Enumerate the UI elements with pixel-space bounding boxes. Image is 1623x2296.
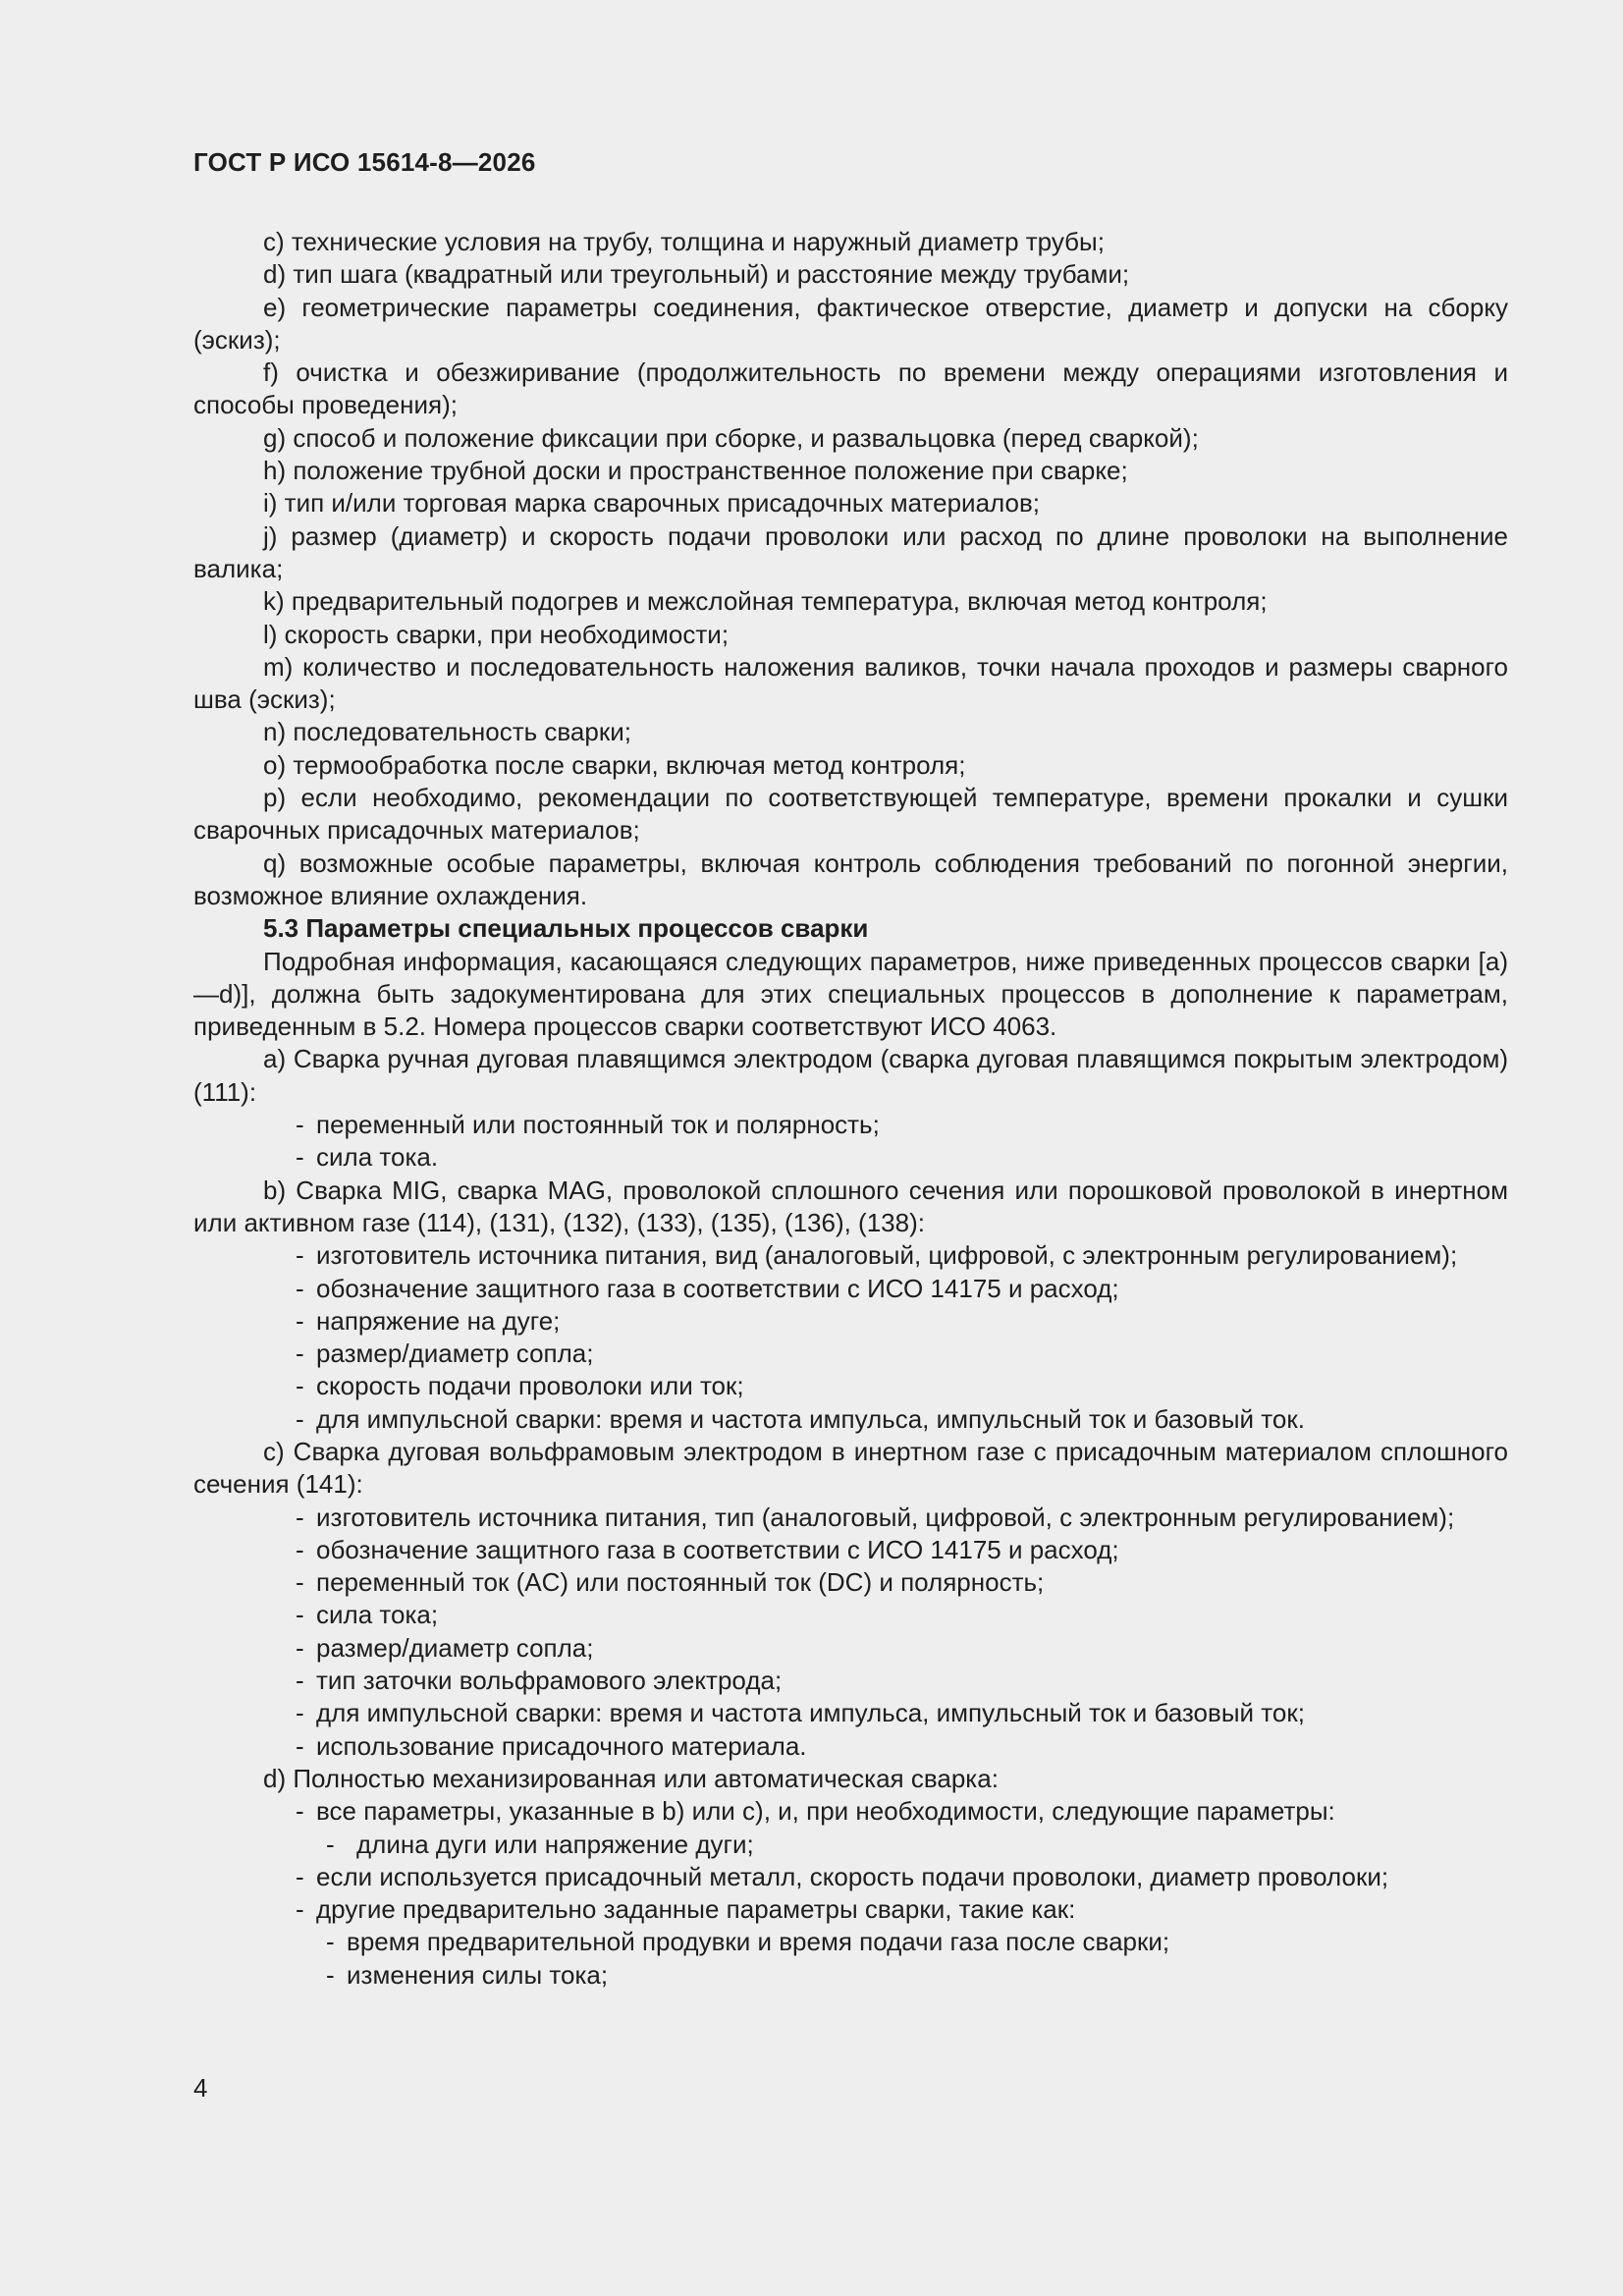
list-item: - сила тока;: [296, 1600, 439, 1630]
list-item-e: e) геометрические параметры соединения, фактическое отверстие, диаметр и допуски на сборку (эскиз);: [193, 292, 1508, 355]
process-a-label: a) Сварка ручная дуговая плавящимся электродом (сварка дуговая плавящимся покрытым электродом) (111):: [193, 1044, 1508, 1107]
list-item: - обозначение защитного газа в соответствии с ИСО 14175 и расход;: [296, 1534, 1119, 1564]
document-header: ГОСТ Р ИСО 15614-8—2026: [193, 147, 536, 177]
list-subitem: - изменения силы тока;: [326, 1959, 609, 1990]
list-item: - скорость подачи проволоки или ток;: [296, 1371, 744, 1401]
section-title: 5.3 Параметры специальных процессов сварки: [263, 913, 869, 944]
list-item-f: f) очистка и обезжиривание (продолжительность по времени между операциями изготовления и способы проведения);: [193, 357, 1508, 420]
list-item-h: h) положение трубной доски и пространственное положение при сварке;: [263, 456, 1128, 486]
list-item: - напряжение на дуге;: [296, 1305, 561, 1336]
list-item: - изготовитель источника питания, тип (аналоговый, цифровой, с электронным регулированием);: [296, 1502, 1455, 1532]
list-item: - размер/диаметр сопла;: [296, 1632, 594, 1663]
list-item: - для импульсной сварки: время и частота импульса, импульсный ток и базовый ток.: [296, 1403, 1305, 1434]
document-body: [193, 226, 1508, 1992]
list-item-o: o) термообработка после сварки, включая метод контроля;: [263, 749, 966, 780]
list-item: - переменный ток (AC) или постоянный ток (DC) и полярность;: [296, 1567, 1045, 1598]
list-item: - использование присадочного материала.: [296, 1730, 807, 1761]
list-item-c: c) технические условия на трубу, толщина и наружный диаметр трубы;: [263, 227, 1105, 256]
list-item-k: k) предварительный подогрев и межслойная температура, включая метод контроля;: [263, 586, 1268, 617]
list-item: - сила тока.: [296, 1142, 439, 1173]
list-subitem: - длина дуги или напряжение дуги;: [326, 1829, 754, 1859]
list-item: - изготовитель источника питания, вид (аналоговый, цифровой, с электронным регулированием);: [296, 1240, 1458, 1271]
list-item: - другие предварительно заданные параметры сварки, такие как:: [296, 1894, 1076, 1925]
list-item-n: n) последовательность сварки;: [263, 717, 631, 747]
list-item: - все параметры, указанные в b) или c), и, при необходимости, следующие параметры:: [296, 1796, 1335, 1827]
list-item-j: j) размер (диаметр) и скорость подачи проволоки или расход по длине проволоки на выполнение валика;: [193, 520, 1508, 583]
process-b-label: b) Сварка MIG, сварка MAG, проволокой сплошного сечения или порошковой проволокой в инертном или активном газе (114), (131), (132), (133), (135), (136), (138):: [193, 1175, 1508, 1237]
list-item-i: i) тип и/или торговая марка сварочных присадочных материалов;: [263, 488, 1040, 519]
list-item: - обозначение защитного газа в соответствии с ИСО 14175 и расход;: [296, 1273, 1119, 1303]
list-item: - размер/диаметр сопла;: [296, 1339, 594, 1369]
page-number: 4: [193, 2073, 208, 2103]
list-item: - тип заточки вольфрамового электрода;: [296, 1666, 783, 1696]
section-intro: Подробная информация, касающаяся следующих параметров, ниже приведенных процессов сварки [a)—d)], должна быть задокументирована для этих специальных процессов в дополнение к параметрам, приведенным в 5.2. Номера процессов сварки соответствуют ИСО 4063.: [193, 946, 1508, 1042]
list-item-l: l) скорость сварки, при необходимости;: [263, 619, 730, 649]
list-item: - для импульсной сварки: время и частота импульса, импульсный ток и базовый ток;: [296, 1698, 1305, 1728]
list-item-p: p) если необходимо, рекомендации по соответствующей температуре, времени прокалки и сушки сварочных присадочных материалов;: [193, 783, 1508, 846]
list-item-m: m) количество и последовательность наложения валиков, точки начала проходов и размеры сварного шва (эскиз);: [193, 651, 1508, 715]
list-item-d: d) тип шага (квадратный или треугольный) и расстояние между трубами;: [263, 259, 1130, 290]
list-item-g: g) способ и положение фиксации при сборке, и развальцовка (перед сваркой);: [263, 422, 1199, 453]
list-item: - если используется присадочный металл, скорость подачи проволоки, диаметр проволоки;: [296, 1861, 1389, 1891]
process-d-label: d) Полностью механизированная или автоматическая сварка:: [263, 1763, 999, 1793]
process-c-label: c) Сварка дуговая вольфрамовым электродом в инертном газе с присадочным материалом сплошного сечения (141):: [193, 1436, 1508, 1500]
list-item: - переменный или постоянный ток и полярность;: [296, 1110, 880, 1140]
list-item-q: q) возможные особые параметры, включая контроль соблюдения требований по погонной энергии, возможное влияние охлаждения.: [193, 847, 1508, 910]
list-subitem: - время предварительной продувки и время подачи газа после сварки;: [326, 1927, 1170, 1957]
